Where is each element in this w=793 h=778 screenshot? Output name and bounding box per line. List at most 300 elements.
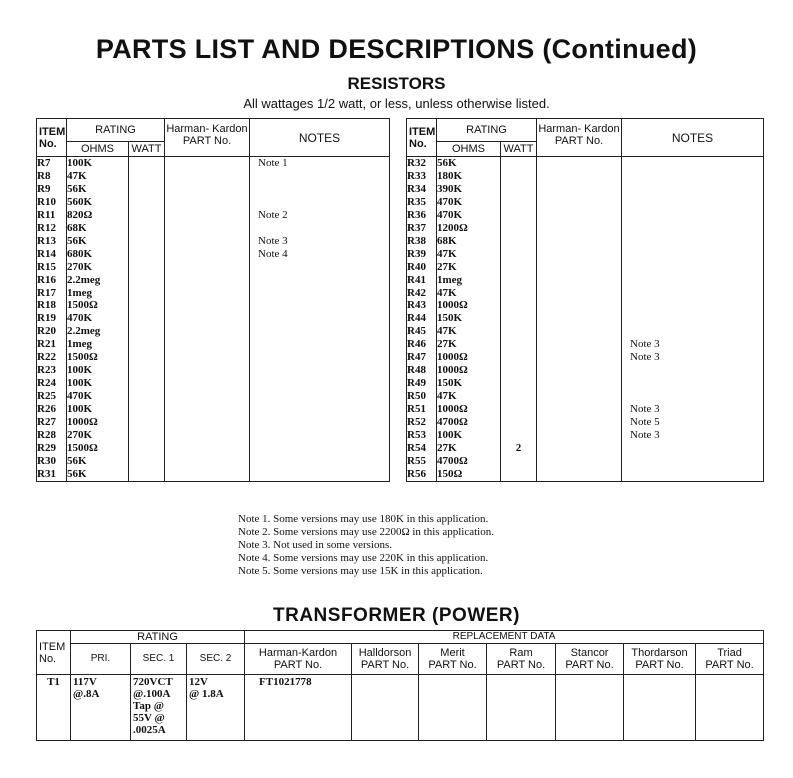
table-row xyxy=(407,157,764,170)
resistor-note xyxy=(250,312,390,325)
resistor-part-no xyxy=(165,170,250,183)
resistor-part-no xyxy=(165,274,250,287)
resistor-item: R14 xyxy=(37,248,67,261)
table-row xyxy=(407,287,764,300)
header-hk-part: Harman- Kardon PART No. xyxy=(537,119,622,157)
resistor-ohms: 56K xyxy=(67,455,129,468)
table-row xyxy=(37,468,390,481)
xf-brand-sub: PART No. xyxy=(428,659,477,671)
resistor-item: R23 xyxy=(37,364,67,377)
xf-header-brand xyxy=(352,644,419,675)
resistor-part-no xyxy=(537,442,622,455)
resistor-part-no xyxy=(537,325,622,338)
table-row xyxy=(37,248,390,261)
resistor-item: R56 xyxy=(407,468,437,481)
resistor-part-no xyxy=(165,325,250,338)
resistor-item: R49 xyxy=(407,377,437,390)
header-ohms: OHMS xyxy=(437,142,501,157)
resistor-part-no xyxy=(165,235,250,248)
table-row xyxy=(407,338,764,351)
resistor-note xyxy=(250,222,390,235)
resistor-part-no xyxy=(537,468,622,481)
resistor-part-no xyxy=(537,222,622,235)
resistor-ohms: 47K xyxy=(437,390,501,403)
xf-sec1-line: .0025A xyxy=(133,724,166,736)
resistor-part-no xyxy=(165,403,250,416)
resistor-watt xyxy=(501,299,537,312)
resistor-item: R21 xyxy=(37,338,67,351)
resistor-watt xyxy=(129,468,165,481)
xf-brand-name: Ram xyxy=(509,647,533,659)
resistor-ohms: 150Ω xyxy=(437,468,501,481)
resistor-watt xyxy=(501,274,537,287)
xf-part-ram xyxy=(487,675,556,741)
table-row xyxy=(37,222,390,235)
table-row xyxy=(37,325,390,338)
resistor-watt xyxy=(501,183,537,196)
resistor-item: R8 xyxy=(37,170,67,183)
transformer-table xyxy=(36,630,764,741)
resistor-ohms: 1meg xyxy=(67,338,129,351)
table-row xyxy=(37,364,390,377)
resistor-ohms: 1000Ω xyxy=(67,416,129,429)
table-row xyxy=(407,196,764,209)
table-row xyxy=(37,351,390,364)
resistor-ohms: 470K xyxy=(437,196,501,209)
resistor-part-no xyxy=(165,222,250,235)
resistor-note xyxy=(250,416,390,429)
resistor-part-no xyxy=(537,261,622,274)
note-line: Note 2. Some versions may use 2200Ω in this application. xyxy=(238,526,494,538)
resistor-watt xyxy=(501,287,537,300)
resistor-watt xyxy=(129,183,165,196)
resistor-ohms: 2.2meg xyxy=(67,325,129,338)
xf-header-pri: PRI. xyxy=(71,644,131,675)
table-row xyxy=(407,416,764,429)
resistor-part-no xyxy=(537,377,622,390)
xf-header-replacement: REPLACEMENT DATA xyxy=(245,631,764,644)
resistor-item: R20 xyxy=(37,325,67,338)
resistor-note: Note 3 xyxy=(622,429,764,442)
table-row xyxy=(37,442,390,455)
resistor-note xyxy=(250,442,390,455)
resistor-note xyxy=(622,157,764,170)
resistor-ohms: 100K xyxy=(437,429,501,442)
header-rating: RATING xyxy=(437,119,537,142)
xf-sec2-line: 12V xyxy=(189,676,208,688)
resistor-item: R24 xyxy=(37,377,67,390)
xf-sec1-line: 720VCT xyxy=(133,676,173,688)
resistor-note: Note 1 xyxy=(250,157,390,170)
resistor-note xyxy=(622,170,764,183)
xf-item: T1 xyxy=(37,675,71,741)
table-row xyxy=(407,209,764,222)
resistor-item: R51 xyxy=(407,403,437,416)
table-row xyxy=(407,403,764,416)
table-row xyxy=(407,299,764,312)
resistor-ohms: 180K xyxy=(437,170,501,183)
table-row xyxy=(407,222,764,235)
resistor-ohms: 390K xyxy=(437,183,501,196)
resistor-part-no xyxy=(537,274,622,287)
resistor-ohms: 56K xyxy=(437,157,501,170)
resistor-watt xyxy=(129,416,165,429)
resistor-item: R46 xyxy=(407,338,437,351)
resistor-watt xyxy=(501,196,537,209)
resistor-item: R52 xyxy=(407,416,437,429)
resistor-watt xyxy=(129,429,165,442)
resistor-watt xyxy=(129,442,165,455)
resistor-watt xyxy=(129,351,165,364)
xf-brand-name: Harman-Kardon xyxy=(258,647,338,659)
resistor-ohms: 4700Ω xyxy=(437,416,501,429)
resistor-item: R25 xyxy=(37,390,67,403)
resistor-ohms: 150K xyxy=(437,312,501,325)
xf-sec2-line: @ 1.8A xyxy=(189,688,224,700)
table-row xyxy=(37,312,390,325)
xf-header-brand xyxy=(624,644,696,675)
note-line: Note 4. Some versions may use 220K in this application. xyxy=(238,552,489,564)
resistor-note: Note 3 xyxy=(622,338,764,351)
resistor-ohms: 100K xyxy=(67,364,129,377)
xf-header-brand xyxy=(556,644,624,675)
resistor-item: R39 xyxy=(407,248,437,261)
xf-part-thordarson xyxy=(624,675,696,741)
resistor-watt xyxy=(129,364,165,377)
table-row xyxy=(407,248,764,261)
resistor-note xyxy=(250,429,390,442)
resistor-watt xyxy=(129,222,165,235)
resistor-watt xyxy=(129,390,165,403)
resistor-part-no xyxy=(537,338,622,351)
resistor-part-no xyxy=(537,209,622,222)
resistor-watt xyxy=(501,222,537,235)
resistor-item: R7 xyxy=(37,157,67,170)
resistor-item: R34 xyxy=(407,183,437,196)
table-row xyxy=(37,455,390,468)
resistor-note xyxy=(250,403,390,416)
resistor-note xyxy=(622,390,764,403)
table-row xyxy=(37,261,390,274)
xf-brand-sub: PART No. xyxy=(496,659,546,671)
resistor-item: R40 xyxy=(407,261,437,274)
xf-header-rating: RATING xyxy=(71,631,245,644)
resistor-part-no xyxy=(165,261,250,274)
resistor-watt xyxy=(129,170,165,183)
resistor-watt xyxy=(129,235,165,248)
resistor-watt xyxy=(501,390,537,403)
xf-header-brand xyxy=(245,644,352,675)
resistor-ohms: 1meg xyxy=(437,274,501,287)
resistor-watt xyxy=(129,403,165,416)
resistor-part-no xyxy=(165,390,250,403)
xf-sec1-line: @.100A xyxy=(133,688,171,700)
xf-header-sec1: SEC. 1 xyxy=(131,644,187,675)
resistor-note xyxy=(250,338,390,351)
resistor-item: R31 xyxy=(37,468,67,481)
xf-sec1-line: 55V @ xyxy=(133,712,165,724)
resistor-part-no xyxy=(537,416,622,429)
xf-part-halldorson xyxy=(352,675,419,741)
xf-part-stancor xyxy=(556,675,624,741)
resistor-item: R35 xyxy=(407,196,437,209)
resistor-ohms: 47K xyxy=(437,287,501,300)
table-row xyxy=(407,364,764,377)
resistor-part-no xyxy=(537,390,622,403)
resistor-ohms: 68K xyxy=(67,222,129,235)
xf-brand-name: Stancor xyxy=(570,647,609,659)
resistor-part-no xyxy=(165,248,250,261)
table-row xyxy=(37,416,390,429)
xf-brand-sub: PART No. xyxy=(635,659,684,671)
resistor-note xyxy=(250,274,390,287)
xf-part-triad xyxy=(696,675,764,741)
resistor-ohms: 56K xyxy=(67,468,129,481)
resistor-ohms: 56K xyxy=(67,235,129,248)
resistor-note xyxy=(622,183,764,196)
resistor-watt xyxy=(501,416,537,429)
resistor-part-no xyxy=(537,170,622,183)
xf-brand-name: Merit xyxy=(440,647,465,659)
xf-brand-sub: PART No. xyxy=(360,659,410,671)
resistor-watt xyxy=(501,157,537,170)
table-row xyxy=(37,338,390,351)
resistor-ohms: 47K xyxy=(437,325,501,338)
resistor-part-no xyxy=(165,416,250,429)
resistor-part-no xyxy=(165,442,250,455)
resistor-part-no xyxy=(165,287,250,300)
resistor-note xyxy=(250,325,390,338)
header-ohms: OHMS xyxy=(67,142,129,157)
table-row xyxy=(37,377,390,390)
resistor-part-no xyxy=(537,235,622,248)
resistor-watt xyxy=(129,312,165,325)
resistor-watt xyxy=(129,287,165,300)
resistor-ohms: 4700Ω xyxy=(437,455,501,468)
resistor-item: R48 xyxy=(407,364,437,377)
resistor-item: R27 xyxy=(37,416,67,429)
resistor-ohms: 1000Ω xyxy=(437,351,501,364)
resistor-part-no xyxy=(165,377,250,390)
resistor-note xyxy=(622,377,764,390)
resistor-note xyxy=(622,312,764,325)
resistor-item: R9 xyxy=(37,183,67,196)
resistor-ohms: 27K xyxy=(437,442,501,455)
resistor-part-no xyxy=(537,183,622,196)
resistor-note xyxy=(250,287,390,300)
resistor-item: R29 xyxy=(37,442,67,455)
resistor-note: Note 4 xyxy=(250,248,390,261)
resistor-note xyxy=(250,390,390,403)
resistor-note xyxy=(250,196,390,209)
resistor-item: R13 xyxy=(37,235,67,248)
resistor-ohms: 47K xyxy=(67,170,129,183)
transformer-heading: TRANSFORMER (POWER) xyxy=(273,605,520,626)
resistor-ohms: 1500Ω xyxy=(67,442,129,455)
xf-brand-name: Triad xyxy=(717,647,742,659)
resistor-note xyxy=(622,455,764,468)
resistor-item: R15 xyxy=(37,261,67,274)
resistor-item: R22 xyxy=(37,351,67,364)
resistor-note xyxy=(250,261,390,274)
resistor-note xyxy=(250,364,390,377)
resistor-watt xyxy=(501,261,537,274)
resistor-item: R33 xyxy=(407,170,437,183)
resistor-note xyxy=(622,248,764,261)
resistor-item: R36 xyxy=(407,209,437,222)
resistor-ohms: 68K xyxy=(437,235,501,248)
table-row xyxy=(407,170,764,183)
resistor-ohms: 150K xyxy=(437,377,501,390)
table-row xyxy=(407,455,764,468)
resistor-note xyxy=(622,261,764,274)
resistor-item: R18 xyxy=(37,299,67,312)
table-row xyxy=(37,390,390,403)
resistor-watt xyxy=(129,299,165,312)
table-row xyxy=(37,170,390,183)
resistor-item: R50 xyxy=(407,390,437,403)
resistor-note: Note 3 xyxy=(622,403,764,416)
resistor-item: R53 xyxy=(407,429,437,442)
resistor-ohms: 1000Ω xyxy=(437,403,501,416)
note-line: Note 3. Not used in some versions. xyxy=(238,539,392,551)
table-row xyxy=(407,390,764,403)
resistor-item: R16 xyxy=(37,274,67,287)
resistor-item: R19 xyxy=(37,312,67,325)
header-item: ITEM No. xyxy=(407,119,437,157)
resistor-item: R41 xyxy=(407,274,437,287)
resistor-watt xyxy=(501,312,537,325)
resistor-note xyxy=(250,468,390,481)
resistor-note xyxy=(622,235,764,248)
resistor-ohms: 1500Ω xyxy=(67,299,129,312)
resistor-watt xyxy=(501,429,537,442)
xf-part-merit xyxy=(419,675,487,741)
resistor-table-right xyxy=(406,118,764,482)
resistor-ohms: 1meg xyxy=(67,287,129,300)
resistor-item: R26 xyxy=(37,403,67,416)
resistor-ohms: 1500Ω xyxy=(67,351,129,364)
table-row xyxy=(407,183,764,196)
resistor-note: Note 3 xyxy=(622,351,764,364)
resistor-part-no xyxy=(537,403,622,416)
table-row xyxy=(37,157,390,170)
xf-sec2 xyxy=(187,675,245,741)
resistor-watt xyxy=(501,325,537,338)
resistor-part-no xyxy=(537,196,622,209)
resistor-note xyxy=(622,468,764,481)
xf-brand-name: Thordarson xyxy=(631,647,688,659)
resistor-watt xyxy=(129,209,165,222)
resistor-part-no xyxy=(537,248,622,261)
resistor-part-no xyxy=(165,364,250,377)
xf-pri-line: 117V xyxy=(73,676,97,688)
resistor-ohms: 27K xyxy=(437,338,501,351)
table-row xyxy=(37,196,390,209)
resistor-ohms: 1000Ω xyxy=(437,364,501,377)
resistor-note: Note 5 xyxy=(622,416,764,429)
table-row xyxy=(37,299,390,312)
resistor-note xyxy=(250,351,390,364)
resistor-part-no xyxy=(165,468,250,481)
resistor-item: R45 xyxy=(407,325,437,338)
xf-pri-line: @.8A xyxy=(73,688,100,700)
table-row xyxy=(37,235,390,248)
resistor-watt xyxy=(129,274,165,287)
resistor-watt xyxy=(129,338,165,351)
resistor-note xyxy=(622,274,764,287)
header-watt: WATT xyxy=(129,142,165,157)
resistor-item: R11 xyxy=(37,209,67,222)
notes-list xyxy=(238,513,638,578)
page-title: PARTS LIST AND DESCRIPTIONS (Continued) xyxy=(95,34,698,64)
resistor-watt xyxy=(501,170,537,183)
resistor-item: R44 xyxy=(407,312,437,325)
resistor-item: R38 xyxy=(407,235,437,248)
resistor-part-no xyxy=(537,351,622,364)
resistor-part-no xyxy=(537,312,622,325)
resistor-ohms: 100K xyxy=(67,377,129,390)
note-line: Note 5. Some versions may use 15K in this application. xyxy=(238,565,483,577)
resistor-ohms: 100K xyxy=(67,157,129,170)
resistor-ohms: 1000Ω xyxy=(437,299,501,312)
resistor-item: R32 xyxy=(407,157,437,170)
resistor-note xyxy=(622,442,764,455)
resistor-item: R28 xyxy=(37,429,67,442)
resistor-watt xyxy=(501,235,537,248)
resistor-note xyxy=(622,325,764,338)
resistor-ohms: 100K xyxy=(67,403,129,416)
resistor-part-no xyxy=(537,299,622,312)
resistor-item: R55 xyxy=(407,455,437,468)
xf-sec1-line: Tap @ xyxy=(133,700,164,712)
xf-sec1 xyxy=(131,675,187,741)
resistor-watt xyxy=(129,196,165,209)
resistor-watt xyxy=(501,248,537,261)
table-row xyxy=(407,235,764,248)
resistor-part-no xyxy=(165,209,250,222)
resistor-part-no xyxy=(537,364,622,377)
resistor-ohms: 560K xyxy=(67,196,129,209)
xf-brand-sub: PART No. xyxy=(705,659,754,671)
resistor-part-no xyxy=(165,351,250,364)
resistor-ohms: 56K xyxy=(67,183,129,196)
resistors-heading: RESISTORS xyxy=(347,74,446,93)
resistor-watt xyxy=(129,157,165,170)
resistor-item: R43 xyxy=(407,299,437,312)
resistor-note: Note 2 xyxy=(250,209,390,222)
resistor-item: R10 xyxy=(37,196,67,209)
resistors-subheading: All wattages 1/2 watt, or less, unless otherwise listed. xyxy=(243,96,550,111)
resistor-item: R17 xyxy=(37,287,67,300)
table-row xyxy=(37,429,390,442)
resistor-ohms: 270K xyxy=(67,429,129,442)
table-row xyxy=(407,377,764,390)
resistor-watt xyxy=(129,377,165,390)
resistor-part-no xyxy=(165,157,250,170)
xf-part-hk: FT1021778 xyxy=(245,675,352,741)
resistor-item: R47 xyxy=(407,351,437,364)
resistor-watt xyxy=(501,338,537,351)
table-row xyxy=(37,274,390,287)
header-hk-part: Harman- Kardon PART No. xyxy=(165,119,250,157)
resistor-table-left xyxy=(36,118,390,482)
xf-header-sec2: SEC. 2 xyxy=(187,644,245,675)
header-notes: NOTES xyxy=(622,119,764,157)
resistor-note xyxy=(622,364,764,377)
resistor-note xyxy=(250,455,390,468)
table-row xyxy=(407,312,764,325)
